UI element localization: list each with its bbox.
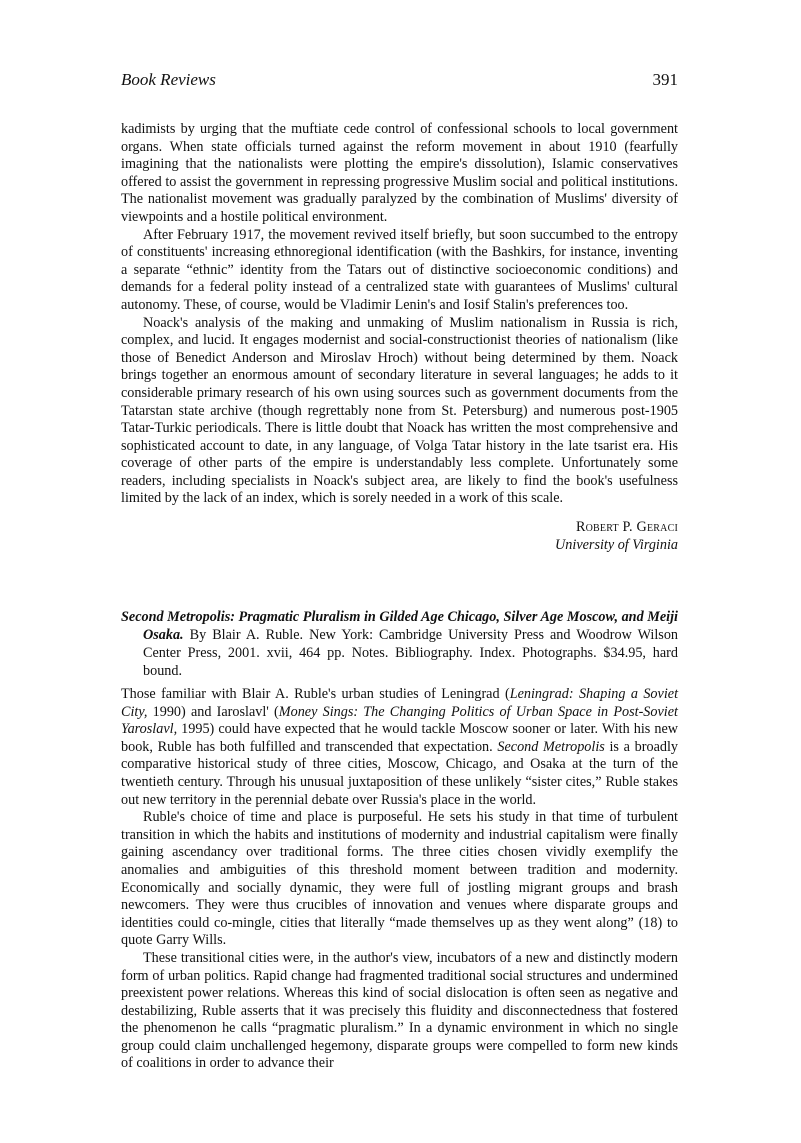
cited-title: Second Metropolis [497, 738, 605, 755]
review2-body [121, 686, 678, 1073]
text-run: is a broadly comparative historical study of three cities, Moscow, Chicago, and Osaka at the turn of the twentieth century. Through his unusual juxtaposition of these unlikely “sister cites,” Ruble stakes out new territory in the perennial debate over Russia's place in the world. [121, 738, 678, 808]
review2-paragraph-1 [121, 686, 678, 809]
cited-title: Leningrad: Shaping a Soviet City, [121, 686, 679, 720]
text-run: Those familiar with Blair A. Ruble's urban studies of Leningrad ( [121, 686, 510, 702]
running-head [121, 70, 678, 96]
text-run: 1995) could have expected that he would tackle Moscow sooner or later. With his new book, Ruble has both fulfilled and transcended that expectation. [121, 721, 678, 755]
cited-title: Money Sings: The Changing Politics of Urban Space in Post-Soviet Yaroslavl, [121, 703, 678, 738]
review1-paragraph-2: After February 1917, the movement revived itself briefly, but soon succumbed to the entropy of constituents' increasing ethnoregional identification (with the Bashkirs, for instance, inventing a separate “ethnic” identity from the Tatars out of distinctive socioeconomic conditions) and demands for a federal polity instead of a centralized state with guarantees of Muslims' cultural autonomy. These, of course, would be Vladimir Lenin's and Iosif Stalin's preferences too. [121, 226, 678, 313]
review2-citation [121, 608, 678, 680]
review1-body [121, 121, 678, 508]
reviewer-name: Robert P. Geraci [575, 519, 678, 535]
page-number: 391 [652, 70, 678, 89]
running-title: Book Reviews [121, 70, 216, 89]
review1-signature [121, 518, 678, 554]
text-run: 1990) and Iaroslavl' ( [147, 703, 279, 720]
review1-paragraph-3: Noack's analysis of the making and unmaking of Muslim nationalism in Russia is rich, complex, and lucid. It engages modernist and social-constructionist theories of nationalism (like those of Benedict Anderson and Miroslav Hroch) without being determined by them. Noack brings together an enormous amount of secondary literature in several languages; he adds to it considerable primary research of his own using sources such as government documents from the Tatarstan state archive (though regrettably none from St. Petersburg) and numerous post-1905 Tatar-Turkic periodicals. There is little doubt that Noack has written the most comprehensive and sophisticated account to date, in any language, of Volga Tatar history in the late tsarist era. His coverage of other parts of the empire is understandably less complete. Unfortunately some readers, including specialists in Noack's subject area, are likely to find the book's usefulness limited by the lack of an index, which is sorely needed in a work of this scale. [121, 314, 678, 507]
review2-paragraph-3: These transitional cities were, in the author's view, incubators of a new and distinctly modern form of urban politics. Rapid change had fragmented traditional social structures and undermined preexistent power relations. Whereas this kind of social dislocation is often seen as negative and destabilizing, Ruble asserts that it was precisely this fluidity and disconnectedness that fostered the phenomenon he calls “pragmatic pluralism.” In a dynamic environment in which no single group could claim unchallenged hegemony, disparate groups were compelled to form new kinds of coalitions in order to advance their [121, 949, 678, 1072]
review2-paragraph-2: Ruble's choice of time and place is purposeful. He sets his study in that time of turbulent transition in which the habits and institutions of modernity and industrial capitalism were finally gaining ascendancy over traditional forms. The three cities chosen vividly exemplify the anomalies and ambiguities of this threshold moment between tradition and modernity. Economically and socially dynamic, they were full of jostling migrant groups and brash newcomers. They were thus crucibles of innovation and venues where disparate groups and identities could co-mingle, cities that literally “made themselves up as they went along” (18) to quote Garry Wills. [121, 809, 678, 949]
publication-details: By Blair A. Ruble. New York: Cambridge University Press and Woodrow Wilson Center Press, 2001. xvii, 464 pp. Notes. Bibliography. Index. Photographs. $34.95, hard bound. [143, 627, 679, 679]
review1-paragraph-1: kadimists by urging that the muftiate cede control of confessional schools to local government organs. When state officials turned against the reform movement in about 1910 (fearfully imagining that the nationalists were plotting the empire's dissolution), Islamic conservatives offered to assist the government in repressing progressive Muslim social and political institutions. The nationalist movement was gradually paralyzed by the combination of Muslims' diversity of viewpoints and a hostile political environment. [121, 121, 678, 225]
book-title: Second Metropolis: Pragmatic Pluralism in Gilded Age Chicago, Silver Age Moscow, and Meiji Osaka. [121, 609, 678, 643]
reviewer-affiliation: University of Virginia [555, 537, 678, 553]
